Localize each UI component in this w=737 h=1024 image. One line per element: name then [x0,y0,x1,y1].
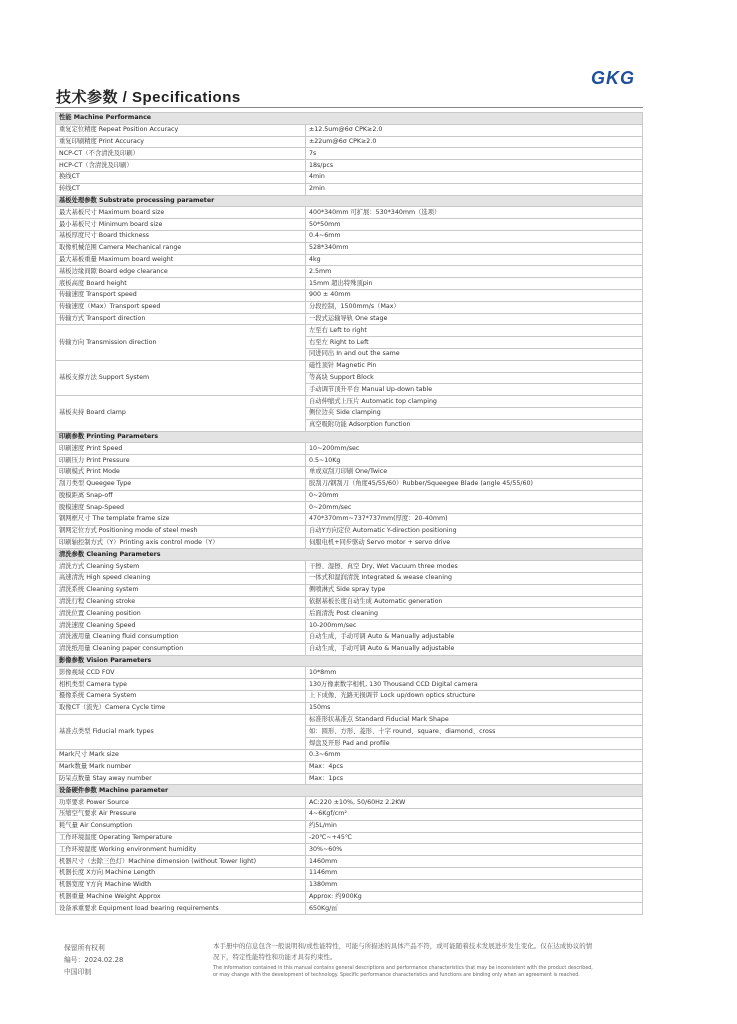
disclaimer-en-line-2: or may change with the development of technology. Specific performance characteristics and functions are binding only when an agreement is reached. [213,973,580,978]
spec-label: 转线CT [56,183,306,195]
spec-value: 2.5mm [306,266,643,278]
spec-value: 0.3~6mm [306,750,643,762]
spec-value: 4min [306,171,643,183]
spec-label: 设备承重要求 Equipment load bearing requirements [56,903,306,915]
spec-row [56,514,643,526]
spec-row [56,136,643,148]
spec-value: 0.5~10Kg [306,455,643,467]
spec-label: NCP-CT（不含清洗及印刷） [56,148,306,160]
spec-label: 高速清洗 High speed cleaning [56,573,306,585]
spec-row [56,856,643,868]
spec-row [56,702,643,714]
spec-label: 刮刀类型 Queegee Type [56,478,306,490]
spec-value: 自动伸缩式上压片 Automatic top clamping [306,396,643,408]
spec-row [56,903,643,915]
spec-value: 一体式和湿润清洗 Integrated & wease cleaning [306,573,643,585]
spec-row [56,667,643,679]
spec-row [56,443,643,455]
spec-value: 自动生成，手动可调 Auto & Manually adjustable [306,643,643,655]
spec-row [56,360,643,372]
footer-number-line: 编号：2024.02.28 [64,956,124,964]
spec-row [56,313,643,325]
spec-row [56,820,643,832]
spec-value: 7s [306,148,643,160]
spec-label: 基板厚度尺寸 Board thickness [56,230,306,242]
spec-row [56,230,643,242]
spec-value: 0.4~6mm [306,230,643,242]
disclaimer-en-line-1: The information contained in this manual contains general descriptions and performance characteristics that may be inconsistent with the product described, [213,966,593,971]
section-title: 印刷参数 Printing Parameters [56,431,643,443]
spec-label: 底板高度 Board height [56,278,306,290]
spec-row [56,596,643,608]
spec-label: 脱模距离 Snap-off [56,490,306,502]
spec-row [56,289,643,301]
spec-row [56,148,643,160]
spec-label: Mark尺寸 Mark size [56,750,306,762]
gkg-logo: GKG [591,68,636,88]
spec-row [56,761,643,773]
spec-row [56,809,643,821]
spec-value: 1146mm [306,868,643,880]
spec-label: 取像CT（流先）Camera Cycle time [56,702,306,714]
spec-label: 压缩空气要求 Air Pressure [56,809,306,821]
spec-label: 最大基板重量 Maximum board weight [56,254,306,266]
section-header-row [56,655,643,667]
spec-row [56,207,643,219]
spec-row [56,219,643,231]
spec-row [56,124,643,136]
spec-label: HCP-CT（含清洗及印刷） [56,160,306,172]
spec-row [56,171,643,183]
spec-value: 同进同出 In and out the same [306,348,643,360]
spec-row [56,455,643,467]
spec-row [56,679,643,691]
spec-value: 磁性顶针 Magnetic Pin [306,360,643,372]
spec-label: 机器尺寸（去除三色灯）Machine dimension (without Tower light) [56,856,306,868]
spec-value: 右至左 Right to Left [306,337,643,349]
spec-row [56,301,643,313]
spec-row [56,561,643,573]
spec-value: 侧喷淋式 Side spray type [306,584,643,596]
disclaimer-cn-line-1: 本手册中的信息包含一般说明和/或性能特性，可能与所描述的具体产品不符，或可能随着技术发展进步发生变化。仅在达成协议的情 [213,942,593,950]
title-divider [55,107,643,108]
spec-value: 后面清洗 Post cleaning [306,608,643,620]
spec-value: 标准形状基准点 Standard Fiducial Mark Shape [306,714,643,726]
footer-disclaimer [213,941,643,979]
spec-value: 400*340mm 可扩展：530*340mm（选项） [306,207,643,219]
spec-value: 30%~60% [306,844,643,856]
spec-row [56,254,643,266]
section-title: 性能 Machine Performance [56,113,643,125]
spec-label: 钢网框尺寸 The template frame size [56,514,306,526]
spec-label: 脱模速度 Snap-Speed [56,502,306,514]
spec-value: 左至右 Left to right [306,325,643,337]
spec-label: 基板支撑方法 Support System [56,360,306,395]
section-header-row [56,113,643,125]
spec-label: 传输方式 Transport direction [56,313,306,325]
spec-label: 机器宽度 Y方向 Machine Width [56,879,306,891]
section-header-row [56,195,643,207]
spec-value: Max：4pcs [306,761,643,773]
spec-value: 自动生成，手动可调 Auto & Manually adjustable [306,632,643,644]
spec-label: 最小基板尺寸 Minimum board size [56,219,306,231]
spec-value: 50*50mm [306,219,643,231]
spec-value: AC:220 ±10%, 50/60Hz 2.2KW [306,797,643,809]
spec-label: 印刷速度 Print Speed [56,443,306,455]
spec-label: 印刷压力 Print Pressure [56,455,306,467]
spec-row [56,879,643,891]
spec-value: ±22um@6σ CPK≥2.0 [306,136,643,148]
spec-label: 重复定位精度 Repeat Position Accuracy [56,124,306,136]
spec-row [56,714,643,726]
spec-value: 如：圆形、方形、菱形、十字 round、square、diamond、cross [306,726,643,738]
spec-label: 耗气量 Air Consumption [56,820,306,832]
spec-row [56,891,643,903]
spec-label: 取像机械范围 Camera Mechanical range [56,242,306,254]
spec-row [56,608,643,620]
spec-label: 清洗系统 Cleaning system [56,584,306,596]
spec-value: 150ms [306,702,643,714]
spec-value: 手动调节顶升平台 Manual Up-down table [306,384,643,396]
spec-value: 分段控制，1500mm/s（Max） [306,301,643,313]
spec-label: 钢网定位方式 Positioning mode of steel mesh [56,525,306,537]
spec-label: 传输速度 Transport speed [56,289,306,301]
spec-label: 机器长度 X方向 Machine Length [56,868,306,880]
spec-value: Approx: 约900Kg [306,891,643,903]
spec-label: 防呆点数量 Stay away number [56,773,306,785]
spec-value: 侧位边夹 Side clamping [306,407,643,419]
spec-row [56,584,643,596]
spec-value: 528*340mm [306,242,643,254]
section-title: 基板处理参数 Substrate processing parameter [56,195,643,207]
specifications-table [55,112,643,915]
spec-label: 清洗纸用量 Cleaning paper consumption [56,643,306,655]
spec-label: 清洗行程 Cleaning stroke [56,596,306,608]
page-title: 技术参数 / Specifications [56,89,241,106]
spec-value: 10*8mm [306,667,643,679]
spec-value: 胶刮刀/钢刮刀（角度45/55/60）Rubber/Squeegee Blade (angle 45/55/60) [306,478,643,490]
spec-row [56,844,643,856]
section-header-row [56,549,643,561]
spec-row [56,832,643,844]
spec-row [56,278,643,290]
spec-row [56,466,643,478]
spec-row [56,396,643,408]
spec-label: Mark数量 Mark number [56,761,306,773]
spec-row [56,750,643,762]
spec-label: 相机类型 Camera type [56,679,306,691]
spec-value: 自动Y方向定位 Automatic Y-direction positioning [306,525,643,537]
footer-print-line: 中国印制 [64,968,92,976]
spec-label: 影像视域 CCD FOV [56,667,306,679]
spec-value: 1380mm [306,879,643,891]
spec-value: 干擦、湿擦、真空 Dry, Wet Vacuum three modes [306,561,643,573]
spec-row [56,490,643,502]
spec-row [56,620,643,632]
spec-label: 机器重量 Machine Weight Approx [56,891,306,903]
spec-label: 工作环境温度 Operating Temperature [56,832,306,844]
section-title: 设备硬件参数 Machine parameter [56,785,643,797]
spec-row [56,160,643,172]
spec-value: 1460mm [306,856,643,868]
disclaimer-cn-line-2: 况下，特定性能特性和功能才具有约束性。 [213,953,337,961]
spec-row [56,691,643,703]
spec-value: 130万像素数字相机, 130 Thousand CCD Digital camera [306,679,643,691]
spec-row [56,325,643,337]
spec-value: 15mm 超出特殊顶pin [306,278,643,290]
footer-rights-line: 保留所有权利 [64,944,105,952]
spec-value: 4kg [306,254,643,266]
footer-rights [64,942,123,978]
spec-label: 传输速度（Max）Transport speed [56,301,306,313]
spec-value: 焊盘及开形 Pad and profile [306,738,643,750]
spec-row [56,773,643,785]
section-header-row [56,431,643,443]
spec-label: 传输方向 Transmission direction [56,325,306,360]
spec-value: 10~200mm/sec [306,443,643,455]
spec-value: 约5L/min [306,820,643,832]
spec-value: 依据基板长度自动生成 Automatic generation [306,596,643,608]
spec-value: 900 ± 40mm [306,289,643,301]
spec-value: -20℃~+45℃ [306,832,643,844]
spec-value: 上下成像、光路无损调节 Lock up/down optics structure [306,691,643,703]
spec-row [56,632,643,644]
spec-value: 650Kg/㎡ [306,903,643,915]
spec-value: 伺服电机+同步驱动 Servo motor + servo drive [306,537,643,549]
spec-row [56,502,643,514]
spec-label: 清洗方式 Cleaning System [56,561,306,573]
spec-value: ±12.5um@6σ CPK≥2.0 [306,124,643,136]
spec-value: 等高块 Support Block [306,372,643,384]
spec-label: 印刷模式 Print Mode [56,466,306,478]
spec-value: 4~6Kgf/cm² [306,809,643,821]
spec-label: 最大基板尺寸 Maximum board size [56,207,306,219]
spec-label: 功率要求 Power Source [56,797,306,809]
spec-row [56,537,643,549]
spec-label: 换线CT [56,171,306,183]
spec-label: 清洗速度 Cleaning Speed [56,620,306,632]
spec-value: 0~20mm [306,490,643,502]
spec-row [56,797,643,809]
spec-label: 印刷轴控制方式（Y）Printing axis control mode（Y） [56,537,306,549]
spec-row [56,868,643,880]
spec-value: 18s/pcs [306,160,643,172]
spec-value: 一段式运输导轨 One stage [306,313,643,325]
spec-value: 单或双刮刀印刷 One/Twice [306,466,643,478]
spec-value: 0~20mm/sec [306,502,643,514]
spec-row [56,573,643,585]
spec-label: 重复印刷精度 Print Accuracy [56,136,306,148]
spec-row [56,266,643,278]
spec-row [56,478,643,490]
spec-label: 清洗位置 Cleaning position [56,608,306,620]
spec-label: 摄像系统 Camera System [56,691,306,703]
spec-label: 工作环境湿度 Working environment humidity [56,844,306,856]
section-title: 影像参数 Vision Parameters [56,655,643,667]
spec-value: 真空吸附功能 Adsorption function [306,419,643,431]
spec-row [56,242,643,254]
spec-label: 基准点类型 Fiducial mark types [56,714,306,749]
section-title: 清洗参数 Cleaning Parameters [56,549,643,561]
spec-label: 基板夹持 Board clamp [56,396,306,431]
spec-label: 基板边缘间隙 Board edge clearance [56,266,306,278]
spec-value: 470*370mm~737*737mm(厚度：20-40mm) [306,514,643,526]
spec-row [56,525,643,537]
spec-row [56,183,643,195]
spec-label: 清洗液用量 Cleaning fluid consumption [56,632,306,644]
spec-value: Max：1pcs [306,773,643,785]
section-header-row [56,785,643,797]
spec-row [56,643,643,655]
spec-value: 2min [306,183,643,195]
spec-value: 10-200mm/sec [306,620,643,632]
